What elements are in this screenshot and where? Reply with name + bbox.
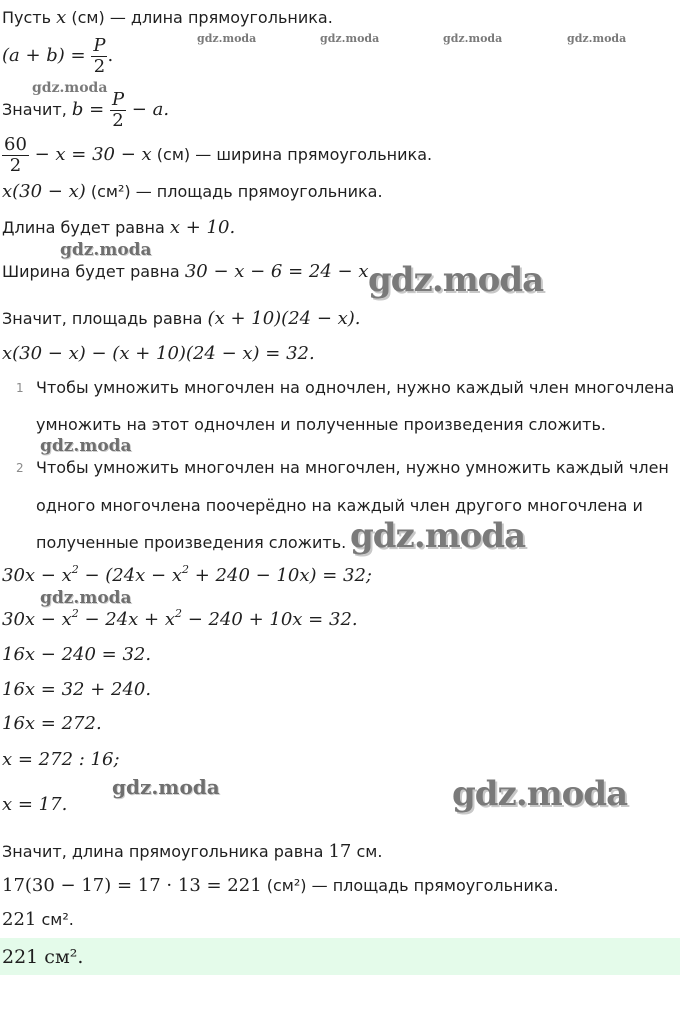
watermark: gdz.moda bbox=[60, 240, 152, 260]
rule-text: одного многочлена поочерёдно на каждый член другого многочлена и bbox=[36, 496, 643, 515]
text-line: Ширина будет равна 30 − x − 6 = 24 − x bbox=[2, 261, 369, 282]
equation: x = 272 : 16; bbox=[2, 749, 120, 770]
list-number: 1 bbox=[16, 381, 24, 395]
equation: 16x − 240 = 32. bbox=[2, 644, 152, 665]
answer-text: 221 см². bbox=[2, 946, 84, 968]
text-line: Значит, длина прямоугольника равна 17 см. bbox=[2, 841, 383, 862]
watermark: gdz.moda bbox=[32, 80, 108, 96]
equation: x = 17. bbox=[2, 794, 68, 815]
text-line: Значит, площадь равна (x + 10)(24 − x). bbox=[2, 308, 361, 329]
answer-box bbox=[0, 938, 680, 975]
watermark: gdz.moda bbox=[40, 436, 132, 456]
equation: $30x - x^2 - (24x - x^2 + 240 - 10x) = 32$; bbox=[2, 563, 372, 586]
watermark: gdz.moda bbox=[197, 32, 257, 45]
rule-text: умножить на этот одночлен и полученные произведения сложить. bbox=[36, 415, 606, 434]
formula-line: x(30 − x) (см²) — площадь прямоугольника. bbox=[2, 181, 383, 202]
watermark: gdz.moda bbox=[567, 32, 627, 45]
text-line: Длина будет равна x + 10. bbox=[2, 217, 236, 238]
watermark: gdz.moda bbox=[320, 32, 380, 45]
fraction: $\frac{60}{2}$ bbox=[4, 134, 27, 176]
watermark: gdz.moda bbox=[40, 588, 132, 608]
formula-line: (a + b) = $\frac{P}{2}$ . bbox=[2, 35, 114, 77]
rule-text: Чтобы умножить многочлен на многочлен, нужно умножить каждый член bbox=[36, 458, 669, 477]
fraction: $\frac{P}{2}$ bbox=[111, 89, 125, 131]
rule-text: Чтобы умножить многочлен на одночлен, нужно каждый член многочлена bbox=[36, 378, 675, 397]
fraction: $\frac{P}{2}$ bbox=[93, 35, 106, 77]
watermark: gdz.moda bbox=[452, 774, 628, 814]
equation: $30x - x^2 - 24x + x^2 - 240 + 10x = 32$. bbox=[2, 607, 358, 630]
equation: 16x = 272. bbox=[2, 713, 102, 734]
formula-line: Значит, b = $\frac{P}{2}$ − a. bbox=[2, 89, 170, 131]
text-line: 221 см². bbox=[2, 909, 74, 930]
equation: x(30 − x) − (x + 10)(24 − x) = 32. bbox=[2, 343, 315, 364]
equation: 16x = 32 + 240. bbox=[2, 679, 152, 700]
rule-text: полученные произведения сложить. bbox=[36, 533, 347, 552]
list-number: 2 bbox=[16, 461, 24, 475]
formula-line: 17(30 − 17) = 17 · 13 = 221 (см²) — площадь прямоугольника. bbox=[2, 875, 559, 896]
watermark: gdz.moda bbox=[350, 516, 526, 556]
watermark: gdz.moda bbox=[112, 775, 220, 799]
watermark: gdz.moda bbox=[443, 32, 503, 45]
formula-line: $\frac{60}{2}$ − x = 30 − x (см) — ширина прямоугольника. bbox=[4, 134, 433, 176]
watermark: gdz.moda bbox=[368, 260, 544, 300]
text-line: Пусть x (см) — длина прямоугольника. bbox=[2, 7, 333, 28]
